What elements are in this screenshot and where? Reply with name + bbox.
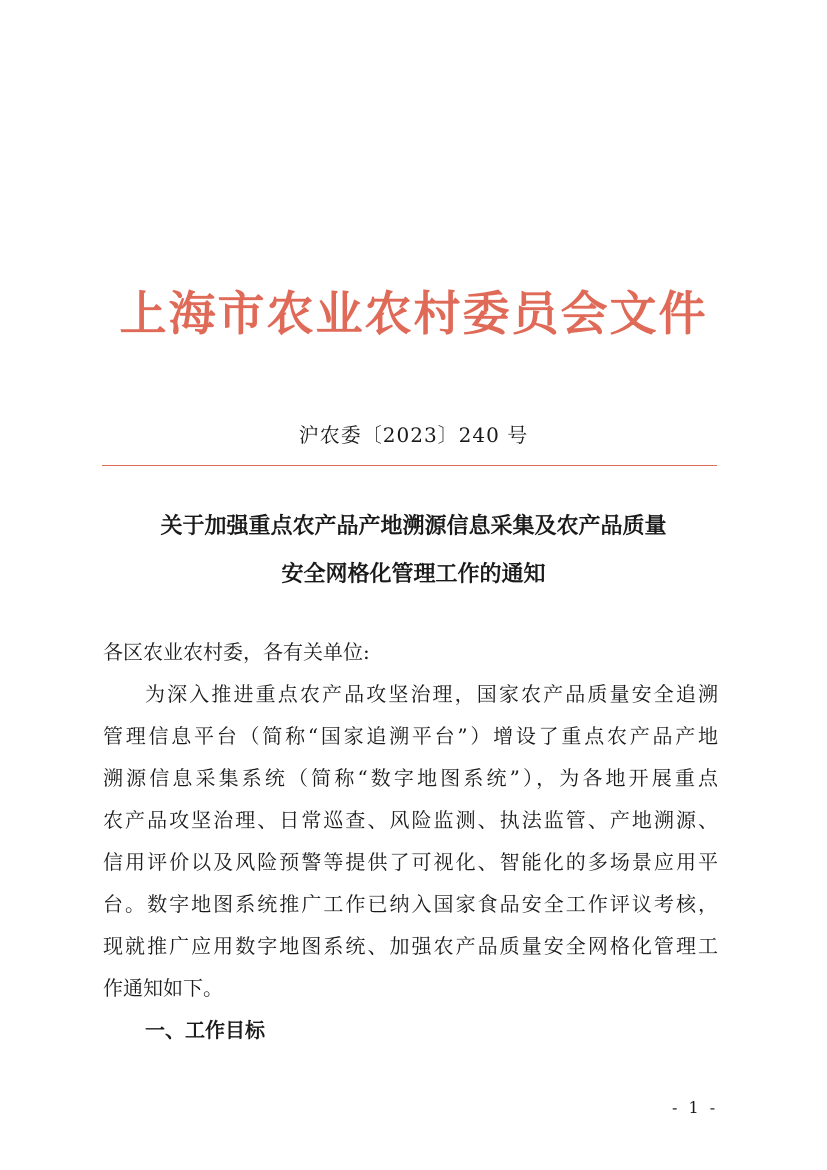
document-number: 沪农委〔2023〕240 号 [298,423,529,447]
body-line-3: 溯源信息采集系统（简称“数字地图系统”），为各地开展重点 [103,766,718,790]
masthead-title: 上海市农业农村委员会文件 [119,287,708,342]
red-divider-rule [102,465,717,466]
body-line-6: 台。数字地图系统推广工作已纳入国家食品安全工作评议考核， [103,892,718,916]
body-line-2: 管理信息平台（简称“国家追溯平台”）增设了重点农产品产地 [103,724,718,748]
body-line-8: 作通知如下。 [103,976,223,1000]
body-line-7: 现就推广应用数字地图系统、加强农产品质量安全网格化管理工 [103,934,718,958]
page-number: - 1 - [672,1098,719,1117]
salutation: 各区农业农村委，各有关单位: [103,640,370,664]
notice-title-line-1: 关于加强重点农产品产地溯源信息采集及农产品质量 [160,513,667,539]
notice-title-line-2: 安全网格化管理工作的通知 [281,561,546,587]
body-line-1: 为深入推进重点农产品攻坚治理，国家农产品质量安全追溯 [145,682,718,706]
body-line-4: 农产品攻坚治理、日常巡查、风险监测、执法监管、产地溯源、 [103,808,718,832]
body-line-5: 信用评价以及风险预警等提供了可视化、智能化的多场景应用平 [103,850,718,874]
section-heading: 一、工作目标 [145,1018,265,1042]
